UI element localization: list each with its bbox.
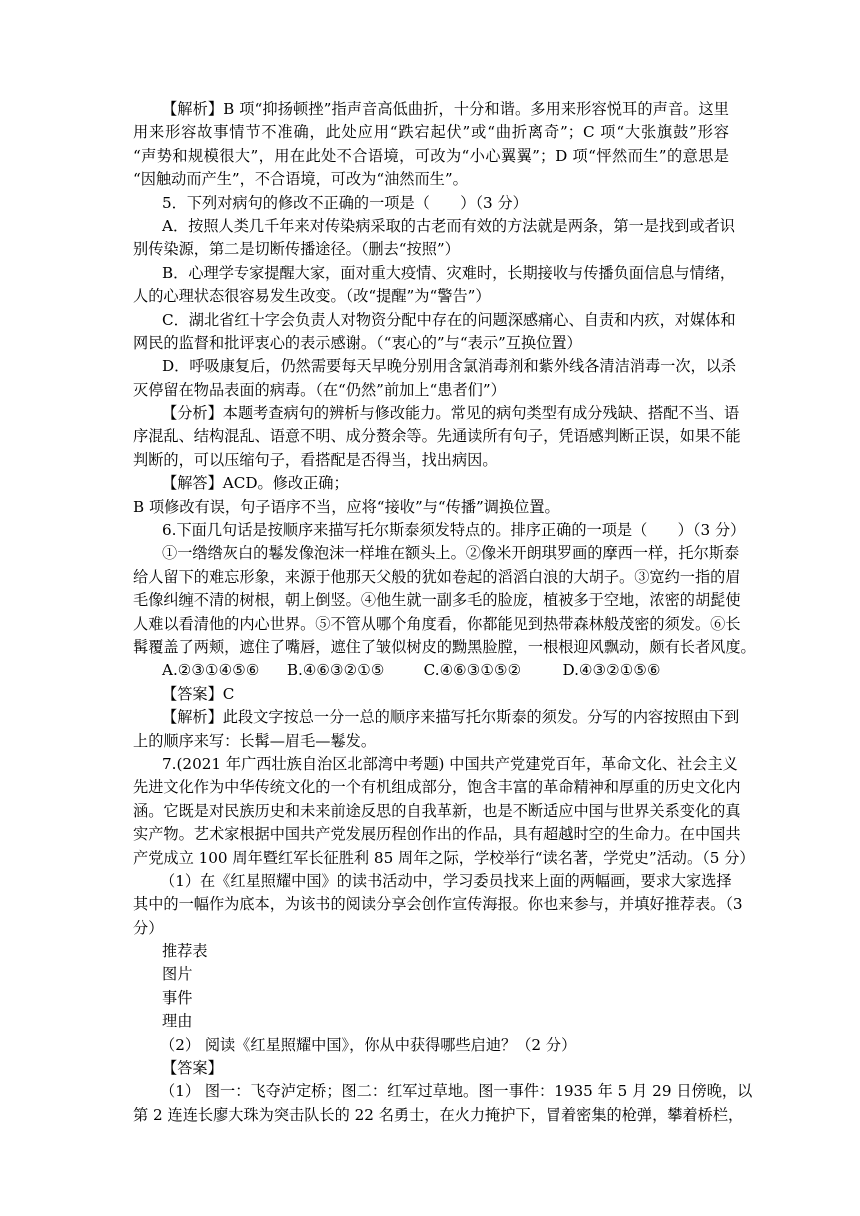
q6-passage-line-1: ①一绺绺灰白的鬈发像泡沫一样堆在额头上。②像米开朗琪罗画的摩西一样，托尔斯泰: [162, 544, 740, 563]
q6-passage-line-5: 髯覆盖了两颊，遮住了嘴唇，遮住了皱似树皮的黝黑脸膛，一根根迎风飘动，颇有长者风度。: [133, 637, 756, 656]
question-7-line-2: 先进文化作为中华传统文化的一个有机组成部分，饱含丰富的革命精神和厚重的历史文化内: [133, 778, 741, 797]
q7-part1-line-2: 其中的一幅作为底本，为该书的阅读分享会创作宣传海报。你也来参与，并填好推荐表。（3: [133, 895, 743, 914]
q7-answer-line-2: 第 2 连连长廖大珠为突击队长的 22 名勇士，在火力掩护下，冒着密集的枪弹，攀着桥栏，: [133, 1105, 744, 1124]
q7-part1-line-1: （1）在《红星照耀中国》的读书活动中，学习委员找来上面的两幅画，要求大家选择: [160, 871, 732, 890]
q7-answer-heading: 【答案】: [162, 1059, 223, 1078]
question-5-stem: 5．下列对病句的修改不正确的一项是（ ）（3 分）: [162, 193, 528, 212]
q5-answer: 【解答】ACD。修改正确；: [162, 474, 349, 493]
analysis-line-2: 用来形容故事情节不准确，此处应用“跌宕起伏”或“曲折离奇”；C 项“大张旗鼓”形容: [133, 123, 729, 142]
q6-option-c: C.④⑥③①⑤②: [423, 661, 522, 680]
q5-option-b-line-2: 人的心理状态很容易发生改变。（改“提醒”为“警告”）: [133, 287, 491, 306]
q5-option-c-line-2: 网民的监督和批评衷心的表示感谢。（“衷心的”与“表示”互换位置）: [133, 333, 582, 352]
q6-passage-line-2: 给人留下的难忘形象，来源于他那天父般的犹如卷起的滔滔白浪的大胡子。③宽约一指的眉: [133, 567, 741, 586]
q6-answer: 【答案】C: [162, 684, 235, 703]
q7-answer-line-1: （1） 图一：飞夺泸定桥；图二：红军过草地。图一事件：1935 年 5 月 29 日傍晚，以: [160, 1082, 753, 1101]
q6-analysis-line-2: 上的顺序来写：长髯—眉毛—鬈发。: [133, 731, 376, 750]
q5-option-d-line-1: D．呼吸康复后，仍然需要每天早晚分别用含氯消毒剂和紫外线各清洁消毒一次，以杀: [162, 357, 737, 376]
recommend-table-event: 事件: [162, 988, 193, 1007]
q6-passage-line-3: 毛像纠缠不清的树根，朝上倒竖。④他生就一副多毛的脸庞，植被多于空地，浓密的胡髭使: [133, 591, 741, 610]
q5-option-c-line-1: C．湖北省红十字会负责人对物资分配中存在的问题深感痛心、自责和内疚，对媒体和: [162, 310, 736, 329]
q6-option-b: B.④⑥③②①⑤: [286, 661, 385, 680]
q6-option-a: A.②③①④⑤⑥: [162, 661, 260, 680]
q5-answer-detail: B 项修改有误，句子语序不当，应将“接收”与“传播”调换位置。: [133, 497, 560, 516]
q5-analysis-line-2: 序混乱、结构混乱、语意不明、成分赘余等。先通读所有句子，凭语感判断正误，如果不能: [133, 427, 741, 446]
analysis-line-3: “声势和规模很大”，用在此处不合语境，可改为“小心翼翼”；D 项“怦然而生”的意思是: [133, 146, 729, 165]
document-page: [133, 98, 756, 1127]
question-7-line-4: 实产物。艺术家根据中国共产党发展历程创作出的作品，具有超越时空的生命力。在中国共: [133, 825, 741, 844]
analysis-line-1: 【解析】B 项“抑扬顿挫”指声音高低曲折，十分和谐。多用来形容悦耳的声音。这里: [162, 100, 729, 118]
q5-option-d-line-2: 灭停留在物品表面的病毒。（在“仍然”前加上“患者们”）: [133, 380, 506, 399]
q6-option-d: D.④③②①⑤⑥: [562, 661, 661, 680]
q7-part2: （2） 阅读《红星照耀中国》，你从中获得哪些启迪？（2 分）: [160, 1035, 577, 1054]
question-7-line-1: 7.(2021 年广西壮族自治区北部湾中考题) 中国共产党建党百年，革命文化、社会主义: [162, 754, 738, 773]
recommend-table-picture: 图片: [162, 965, 193, 984]
q5-option-b-line-1: B．心理学专家提醒大家，面对重大疫情、灾难时，长期接收与传播负面信息与情绪，: [162, 263, 736, 282]
q6-analysis-line-1: 【解析】此段文字按总一分一总的顺序来描写托尔斯泰的须发。分写的内容按照由下到: [162, 708, 740, 727]
recommend-table-reason: 理由: [162, 1012, 193, 1031]
question-7-line-3: 涵。它既是对民族历史和未来前途反思的自我革新，也是不断适应中国与世界关系变化的真: [133, 801, 741, 820]
q5-option-a-line-2: 别传染源，第二是切断传播途径。（删去“按照”）: [133, 240, 460, 259]
recommend-table-title: 推荐表: [162, 942, 208, 961]
question-7-line-5: 产党成立 100 周年暨红军长征胜利 85 周年之际，学校举行“读名著，学党史”活动。（5 分）: [133, 848, 755, 867]
q5-analysis-line-1: 【分析】本题考查病句的辨析与修改能力。常见的病句类型有成分残缺、搭配不当、语: [162, 404, 740, 423]
analysis-line-4: “因触动而产生”，不合语境，可改为“油然而生”。: [133, 170, 468, 189]
q6-options: [133, 659, 729, 682]
q5-option-a-line-1: A．按照人类几千年来对传染病采取的古老而有效的方法就是两条，第一是找到或者识: [162, 216, 735, 235]
question-6-stem: 6.下面几句话是按顺序来描写托尔斯泰须发特点的。排序正确的一项是（ ）（3 分）: [162, 521, 746, 540]
q6-passage-line-4: 人难以看清他的内心世界。⑤不管从哪个角度看，你都能见到热带森林般茂密的须发。⑥长: [133, 614, 741, 633]
q5-analysis-line-3: 判断的，可以压缩句子，看搭配是否得当，找出病因。: [133, 450, 498, 469]
q7-part1-line-3: 分）: [133, 918, 164, 937]
